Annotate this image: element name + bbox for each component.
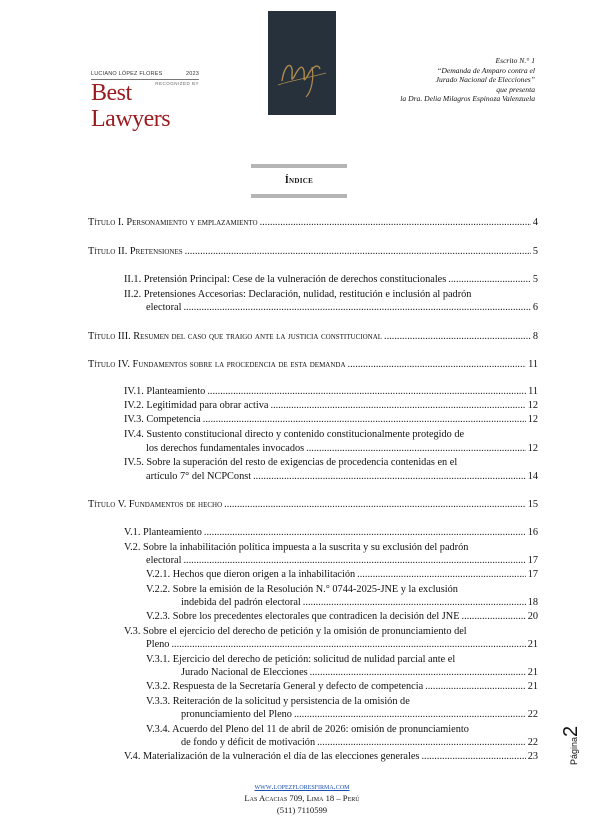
toc-label: Ejercicio del derecho de petición: solicitud de nulidad parcial ante el bbox=[172, 654, 456, 665]
toc-number: IV.2. bbox=[124, 400, 144, 411]
toc-label: Sobre los precedentes electorales que contradicen la decisión del JNE bbox=[172, 611, 460, 622]
toc-entry-line1[interactable] bbox=[124, 626, 467, 639]
badge-person: LUCIANO LÓPEZ FLORES bbox=[91, 71, 163, 77]
toc-number: V.2.2. bbox=[146, 584, 171, 595]
toc-page: 21 bbox=[527, 667, 538, 678]
toc-label: Sustento constitucional directo y contenido constitucionalmente protegido de bbox=[146, 429, 465, 440]
toc-entry[interactable] bbox=[146, 569, 538, 582]
toc-page: 8 bbox=[532, 331, 538, 342]
toc-entry[interactable] bbox=[181, 667, 538, 680]
toc-entry[interactable] bbox=[181, 709, 538, 722]
toc-entry[interactable] bbox=[146, 471, 538, 484]
toc-label: indebida del padrón electoral bbox=[181, 597, 301, 608]
toc-entry[interactable] bbox=[146, 302, 538, 315]
toc-entry[interactable] bbox=[124, 400, 538, 413]
toc-label: Sobre la superación del resto de exigencias de procedencia contenidas en el bbox=[146, 457, 458, 468]
writ-line: “Demanda de Amparo contra el bbox=[437, 65, 535, 75]
toc-entry-line1[interactable] bbox=[124, 542, 468, 555]
toc-page: 22 bbox=[527, 737, 538, 748]
toc-page: 5 bbox=[532, 274, 538, 285]
toc-entry[interactable] bbox=[124, 527, 538, 540]
toc-number: V.4. bbox=[124, 751, 141, 762]
toc-entry-line1[interactable] bbox=[124, 457, 457, 470]
toc-entry[interactable] bbox=[146, 611, 538, 624]
toc-entry-line1[interactable] bbox=[124, 289, 471, 302]
writ-line: Jurado Nacional de Elecciones” bbox=[435, 75, 535, 85]
toc-label: Pleno bbox=[146, 639, 170, 650]
toc-entry[interactable] bbox=[181, 597, 538, 610]
toc-page: 22 bbox=[527, 709, 538, 720]
toc-page: 12 bbox=[527, 400, 538, 411]
firm-website-link[interactable]: www.lopezfloresfirma.com bbox=[254, 781, 350, 791]
toc-entry[interactable] bbox=[88, 499, 538, 512]
toc-label: pronunciamiento del Pleno bbox=[181, 709, 292, 720]
toc-page: 6 bbox=[532, 302, 538, 313]
toc-label: Título I. Personamiento y emplazamiento bbox=[88, 217, 258, 228]
toc-number: II.1. bbox=[124, 274, 142, 285]
toc-number: V.3. bbox=[124, 626, 141, 637]
toc-entry-line1[interactable] bbox=[146, 654, 455, 667]
toc-number: IV.1. bbox=[124, 386, 144, 397]
writ-number: Escrito N.° 1 bbox=[495, 56, 535, 65]
toc-number: V.1. bbox=[124, 527, 141, 538]
toc-page: 20 bbox=[527, 611, 538, 622]
toc-label: Título V. Fundamentos de hecho bbox=[88, 499, 223, 510]
toc-label: Materialización de la vulneración el día de las elecciones generales bbox=[142, 751, 420, 762]
toc-page: 17 bbox=[527, 569, 538, 580]
toc-number: V.3.1. bbox=[146, 654, 171, 665]
toc-entry-line1[interactable] bbox=[146, 724, 469, 737]
toc-page: 18 bbox=[527, 597, 538, 608]
toc-page: 16 bbox=[527, 527, 538, 538]
toc-label: Título III. Resumen del caso que traigo ante la justicia constitucional bbox=[88, 331, 383, 342]
toc-entry[interactable] bbox=[146, 443, 538, 456]
badge-recognized: RECOGNIZED BY bbox=[155, 81, 199, 86]
toc-page: 14 bbox=[527, 471, 538, 482]
toc-entry[interactable] bbox=[146, 639, 538, 652]
toc-page: 23 bbox=[527, 751, 538, 762]
toc-label: Sobre la inhabilitación política impuesta a la suscrita y su exclusión del padrón bbox=[142, 542, 469, 553]
toc-label: Título II. Pretensiones bbox=[88, 246, 183, 257]
toc-page: 15 bbox=[527, 499, 538, 510]
toc-number: V.3.4. bbox=[146, 724, 171, 735]
toc-label: los derechos fundamentales invocados bbox=[146, 443, 305, 454]
toc-page: 11 bbox=[528, 386, 538, 397]
footer-url-line bbox=[0, 781, 604, 791]
toc-entry[interactable] bbox=[88, 331, 538, 344]
toc-label: Pretensión Principal: Cese de la vulneración de derechos constitucionales bbox=[143, 274, 447, 285]
toc-entry[interactable] bbox=[88, 359, 538, 372]
toc-number: V.3.2. bbox=[146, 681, 171, 692]
toc-entry[interactable] bbox=[124, 274, 538, 287]
toc-label: Jurado Nacional de Elecciones bbox=[181, 667, 308, 678]
toc-label: Respuesta de la Secretaría General y defecto de competencia bbox=[172, 681, 424, 692]
toc-entry[interactable] bbox=[146, 681, 538, 694]
toc-label: artículo 7° del NCPConst bbox=[146, 471, 252, 482]
footer-phone: (511) 7110599 bbox=[276, 805, 328, 815]
toc-label: Planteamiento bbox=[146, 386, 206, 397]
toc-entry[interactable] bbox=[146, 555, 538, 568]
toc-label: Hechos que dieron origen a la inhabilitación bbox=[172, 569, 356, 580]
toc-page: 12 bbox=[527, 414, 538, 425]
toc-label: Planteamiento bbox=[142, 527, 202, 538]
toc-label: Acuerdo del Pleno del 11 de abril de 2026: omisión de pronunciamiento bbox=[172, 724, 469, 735]
toc-label: Legitimidad para obrar activa bbox=[146, 400, 269, 411]
toc-label: de fondo y déficit de motivación bbox=[181, 737, 316, 748]
page-number: 2 bbox=[560, 725, 582, 737]
page-number-label bbox=[560, 726, 583, 765]
toc-number: IV.3. bbox=[124, 414, 144, 425]
toc-page: 11 bbox=[528, 359, 538, 370]
toc-number: II.2. bbox=[124, 289, 142, 300]
toc-entry[interactable] bbox=[124, 414, 538, 427]
toc-page: 21 bbox=[527, 639, 538, 650]
writ-author: la Dra. Delia Milagros Espinoza Valenzuela bbox=[400, 94, 535, 104]
toc-page: 4 bbox=[532, 217, 538, 228]
toc-label: electoral bbox=[146, 555, 182, 566]
toc-label: Reiteración de la solicitud y persistencia de la omisión de bbox=[172, 696, 410, 707]
toc-entry[interactable] bbox=[124, 386, 538, 399]
toc-number: IV.5. bbox=[124, 457, 144, 468]
toc-number: V.2.3. bbox=[146, 611, 171, 622]
toc-label: Sobre la emisión de la Resolución N.° 0744-2025-JNE y la exclusión bbox=[172, 584, 458, 595]
toc-page: 12 bbox=[527, 443, 538, 454]
toc-page: 17 bbox=[527, 555, 538, 566]
toc-page: 5 bbox=[532, 246, 538, 257]
toc-number: V.3.3. bbox=[146, 696, 171, 707]
toc-entry[interactable] bbox=[124, 751, 538, 764]
badge-name: Best Lawyers bbox=[91, 80, 171, 132]
toc-label: Sobre el ejercicio del derecho de petición y la omisión de pronunciamiento del bbox=[142, 626, 467, 637]
toc-entry[interactable] bbox=[88, 246, 538, 259]
toc-number: V.2.1. bbox=[146, 569, 171, 580]
toc-entry-line1[interactable] bbox=[146, 584, 458, 597]
writ-line: que presenta bbox=[496, 84, 535, 94]
toc-label: Título IV. Fundamentos sobre la procedencia de esta demanda bbox=[88, 359, 346, 370]
toc-entry-line1[interactable] bbox=[146, 696, 410, 709]
footer-address: Las Acacias 709, Lima 18 – Perú bbox=[244, 793, 360, 803]
toc-entry[interactable] bbox=[88, 217, 538, 230]
toc-label: electoral bbox=[146, 302, 182, 313]
toc-number: IV.4. bbox=[124, 429, 144, 440]
index-title: Índice bbox=[284, 175, 314, 186]
toc-entry-line1[interactable] bbox=[124, 429, 464, 442]
toc-label: Competencia bbox=[146, 414, 201, 425]
toc-number: V.2. bbox=[124, 542, 141, 553]
badge-year: 2023 bbox=[185, 71, 199, 77]
toc-entry[interactable] bbox=[181, 737, 538, 750]
toc-label: Pretensiones Accesorias: Declaración, nulidad, restitución e inclusión al padrón bbox=[143, 289, 472, 300]
page-word: Página bbox=[569, 736, 579, 765]
toc-page: 21 bbox=[527, 681, 538, 692]
